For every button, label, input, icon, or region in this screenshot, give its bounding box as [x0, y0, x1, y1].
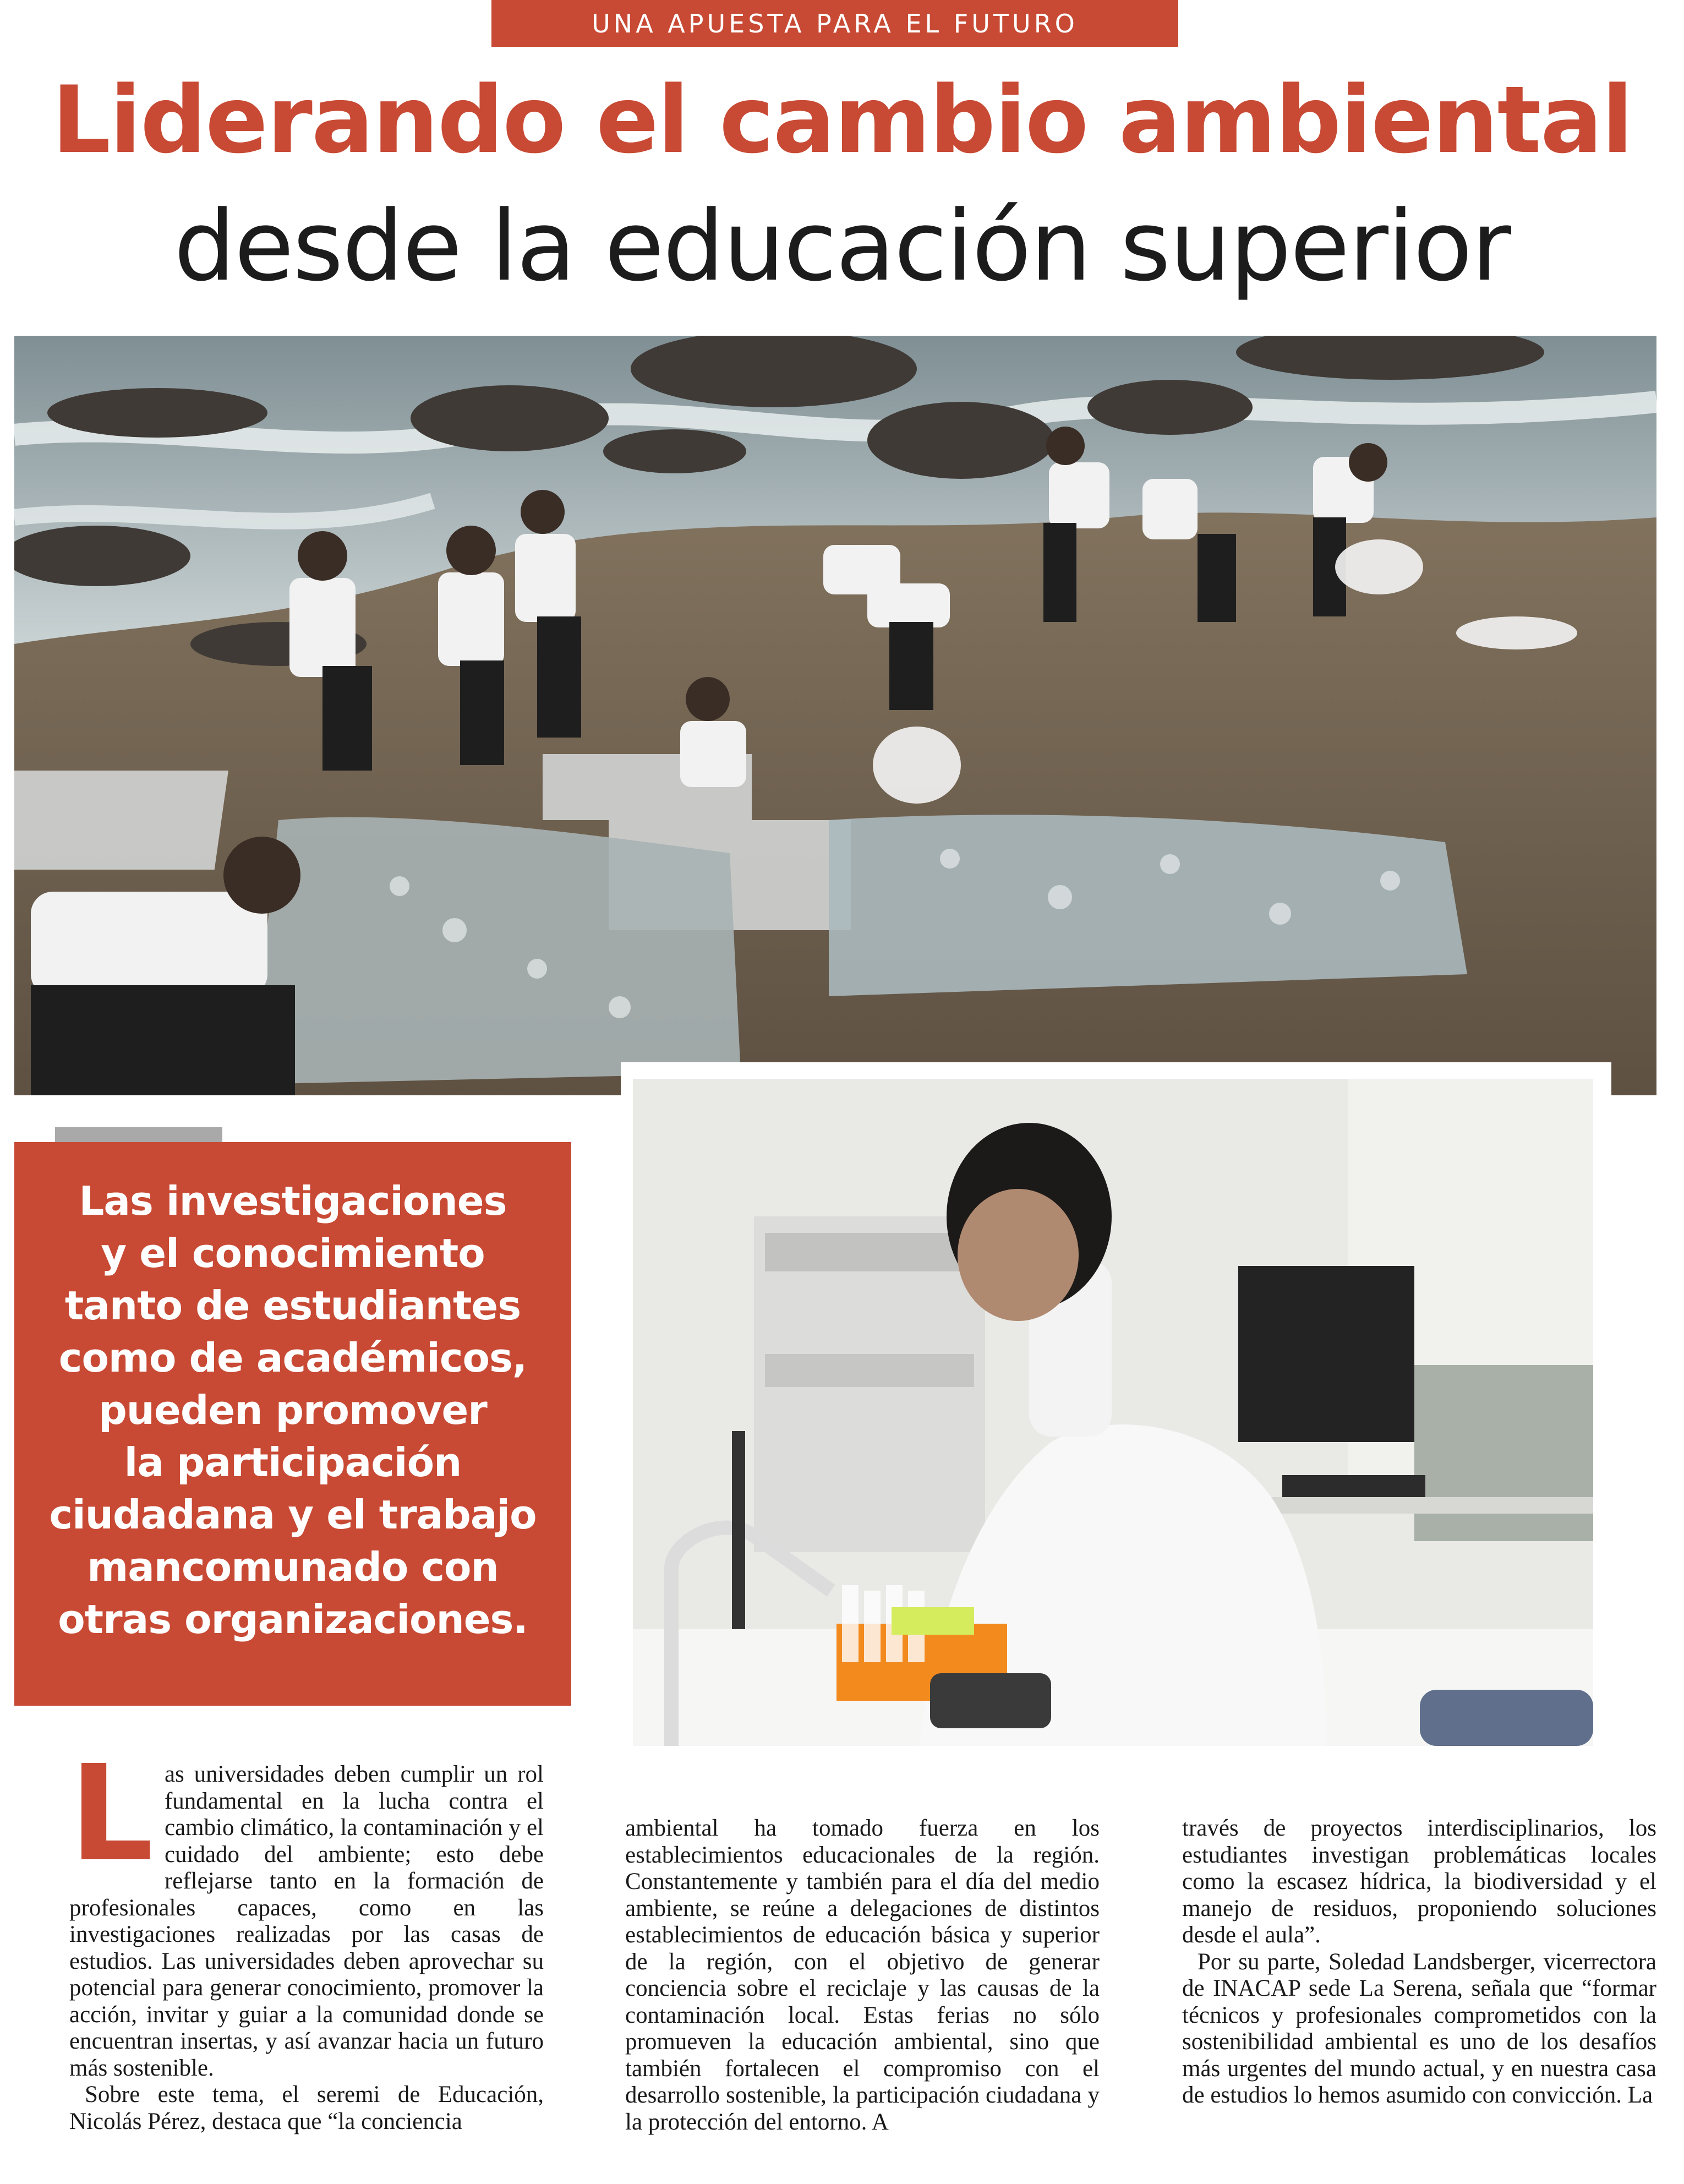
pull-quote-line: otras organizaciones. [58, 1596, 528, 1642]
pull-quote-line: tanto de estudiantes [64, 1282, 521, 1329]
beach-cleanup-photo [14, 336, 1656, 1095]
pull-quote-line: como de académicos, [58, 1335, 527, 1381]
pull-quote-line: mancomunado con [87, 1544, 499, 1590]
article-paragraph: Sobre este tema, el seremi de Educación, Nicolás Pérez, destaca que “la conciencia [69, 2082, 544, 2134]
pull-quote-line: ciudadana y el trabajo [49, 1492, 537, 1538]
beach-cleanup-illustration [14, 336, 1656, 1095]
pull-quote-line: pueden promover [99, 1387, 487, 1433]
pull-quote-line: Las investigaciones [79, 1178, 507, 1224]
article-paragraph: Por su parte, Soledad Landsberger, vicerrectora de INACAP sede La Serena, señala que “formar técnicos y profesionales comprometidos con la sostenibilidad ambiental es uno de los desafíos más urgentes del mundo actual, y en nuestra casa de estudios lo hemos asumido con convicción. La [1182, 1948, 1656, 2108]
headline-line-1: Liderando el cambio ambiental [52, 66, 1632, 174]
pull-quote-line: y el conocimiento [101, 1230, 485, 1276]
article-column-3 [1182, 1815, 1656, 2109]
drop-cap: L [69, 1737, 154, 1891]
laboratory-photo [633, 1079, 1593, 1746]
article-column-1 [69, 1737, 544, 2135]
pull-quote [14, 1142, 571, 1706]
pull-quote-line: la participación [124, 1439, 462, 1486]
headline-line-2: desde la educación superior [174, 190, 1510, 303]
article-column-2 [625, 1815, 1100, 2136]
section-kicker: UNA APUESTA PARA EL FUTURO [491, 0, 1178, 47]
laboratory-illustration [633, 1079, 1593, 1746]
article-paragraph: ambiental ha tomado fuerza en los establecimientos educacionales de la región. Constantemente y también para el día del medio ambiente, se reúne a delegaciones de distintos establecimientos de educación básica y superior de la región, con el objetivo de generar conciencia sobre el reciclaje y las causas de la contaminación local. Estas ferias no sólo promueven la educación ambiental, sino que también fortalecen el compromiso con el desarrollo sostenible, la participación ciudadana y la protección del entorno. A [625, 1815, 1100, 2135]
article-paragraph: as universidades deben cumplir un rol fundamental en la lucha contra el cambio climático, la contaminación y el cuidado del ambiente; esto debe reflejarse tanto en la formación de profesionales capaces, como en las investigaciones realizadas por las casas de estudios. Las universidades deben aprovechar su potencial para generar conocimiento, promover la acción, invitar y guiar a la comunidad donde se encuentran insertas, y así avanzar hacia un futuro más sostenible. [69, 1761, 544, 2081]
article-paragraph: través de proyectos interdisciplinarios, los estudiantes investigan problemáticas locales como la escasez hídrica, la biodiversidad y el manejo de residuos, proponiendo soluciones desde el aula”. [1182, 1815, 1656, 1948]
